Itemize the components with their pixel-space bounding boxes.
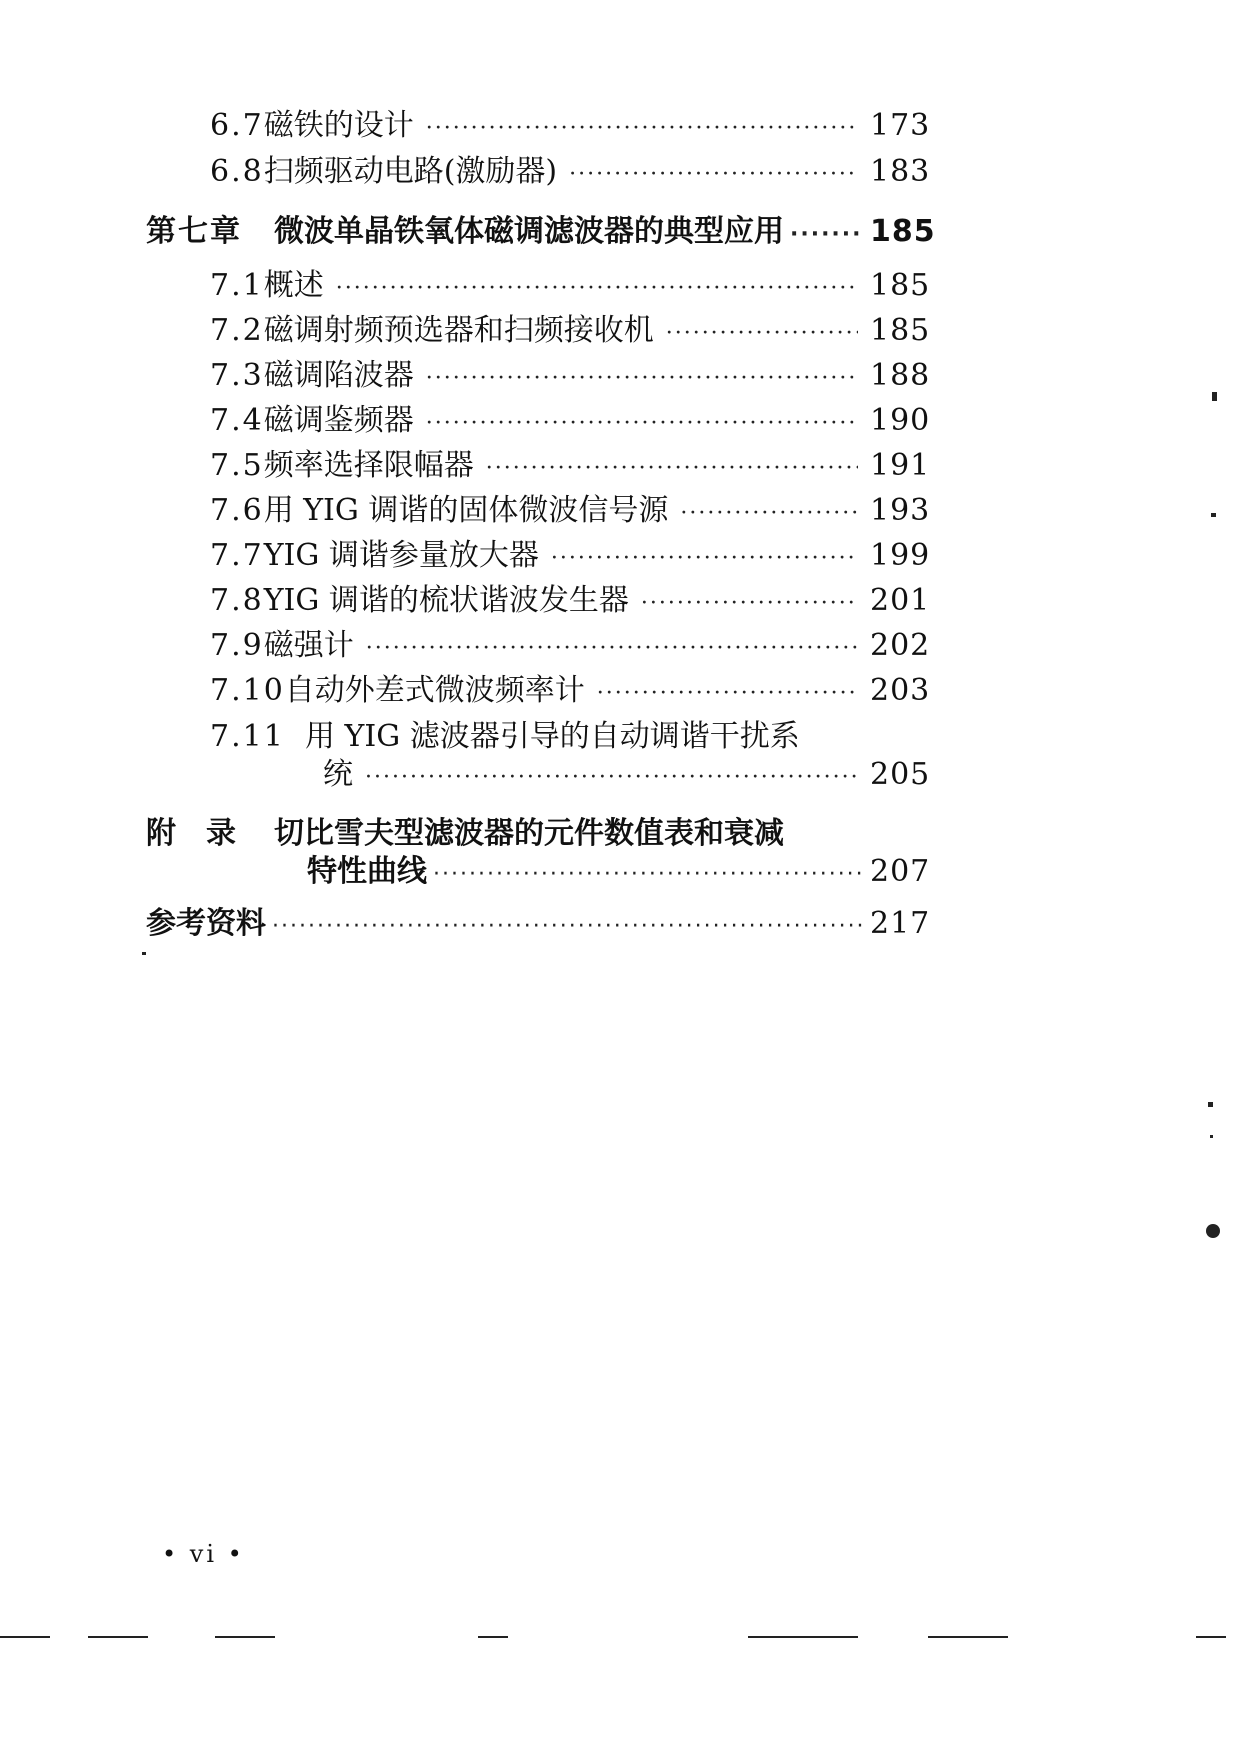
scan-line xyxy=(215,1636,275,1638)
page-number: 201 xyxy=(870,583,931,618)
leader-dots xyxy=(551,539,858,579)
section-number: 7.8 xyxy=(210,583,264,618)
page-number: 191 xyxy=(870,448,931,483)
page-number: 185 xyxy=(870,313,931,348)
page-number: 173 xyxy=(870,108,931,143)
toc-entry-7-10[interactable] xyxy=(210,671,930,714)
section-title: 磁调射频预选器和扫频接收机 xyxy=(263,313,654,348)
scan-speck xyxy=(1210,1135,1213,1138)
leader-dots xyxy=(272,907,864,947)
toc-entry-7-2[interactable] xyxy=(210,311,930,354)
leader-dots xyxy=(641,584,858,624)
scan-dot xyxy=(1206,1224,1220,1238)
scan-line xyxy=(1196,1636,1226,1638)
toc-entry-7-9[interactable] xyxy=(210,626,930,669)
page-number: 193 xyxy=(870,493,931,528)
section-title: 扫频驱动电路(激励器) xyxy=(263,154,558,189)
leader-dots xyxy=(597,674,858,714)
scan-speck xyxy=(1211,513,1216,517)
leader-dots xyxy=(680,494,858,534)
toc-entry-7-8[interactable] xyxy=(210,581,930,624)
toc-entry-7-7[interactable] xyxy=(210,536,930,579)
leader-dots xyxy=(433,855,864,895)
section-number: 7.9 xyxy=(210,628,264,663)
references-title: 参考资料 xyxy=(146,906,266,941)
section-number: 7.11 xyxy=(210,719,285,754)
section-title: 用 YIG 滤波器引导的自动调谐干扰系 xyxy=(305,719,800,754)
leader-dots xyxy=(790,215,864,255)
page-number: 199 xyxy=(870,538,931,573)
appendix-label: 附 录 xyxy=(146,816,236,851)
leader-dots xyxy=(426,109,858,149)
section-title: 磁调陷波器 xyxy=(263,358,414,393)
scan-line xyxy=(0,1636,50,1638)
scan-line xyxy=(88,1636,148,1638)
toc-entry-6-7[interactable] xyxy=(210,106,930,149)
leader-dots xyxy=(666,314,858,354)
scan-speck xyxy=(1212,392,1217,401)
page-number: 185 xyxy=(870,214,936,249)
section-title: 概述 xyxy=(263,268,324,303)
leader-dots xyxy=(426,359,858,399)
page-number: 185 xyxy=(870,268,931,303)
appendix-title: 切比雪夫型滤波器的元件数值表和衰减 xyxy=(274,816,784,851)
section-number: 7.7 xyxy=(210,538,264,573)
leader-dots xyxy=(569,155,858,195)
leader-dots xyxy=(426,404,858,444)
leader-dots xyxy=(366,629,858,669)
toc-entry-7-5[interactable] xyxy=(210,446,930,489)
page-number: 202 xyxy=(870,628,931,663)
page-number: 183 xyxy=(870,154,931,189)
page-number: 217 xyxy=(870,906,931,941)
section-number: 7.6 xyxy=(210,493,264,528)
appendix-title-continued: 特性曲线 xyxy=(307,854,427,889)
page-folio: • vi • xyxy=(162,1540,245,1568)
page-number: 205 xyxy=(870,757,931,792)
toc-entry-7-11-line2[interactable] xyxy=(323,755,930,798)
toc-entry-appendix-line2[interactable] xyxy=(307,852,930,895)
section-title: 频率选择限幅器 xyxy=(263,448,474,483)
toc-entry-7-4[interactable] xyxy=(210,401,930,444)
toc-entry-appendix-line1[interactable] xyxy=(146,814,784,854)
toc-entry-6-8[interactable] xyxy=(210,152,930,195)
toc-entry-chapter-7[interactable] xyxy=(146,212,936,255)
scan-speck xyxy=(142,952,146,955)
leader-dots xyxy=(365,758,858,798)
page-number: 188 xyxy=(870,358,931,393)
section-number: 7.3 xyxy=(210,358,264,393)
toc-entry-7-3[interactable] xyxy=(210,356,930,399)
section-number: 7.2 xyxy=(210,313,264,348)
section-number: 7.4 xyxy=(210,403,264,438)
section-number: 7.10 xyxy=(210,673,285,708)
page-number: 207 xyxy=(870,854,931,889)
leader-dots xyxy=(336,269,858,309)
scan-line xyxy=(928,1636,1008,1638)
section-title: YIG 调谐参量放大器 xyxy=(263,538,539,573)
toc-entry-7-6[interactable] xyxy=(210,491,930,534)
section-title: 用 YIG 调谐的固体微波信号源 xyxy=(263,493,669,528)
page-number: 203 xyxy=(870,673,931,708)
page-number: 190 xyxy=(870,403,931,438)
section-title: 磁调鉴频器 xyxy=(263,403,414,438)
toc-entry-references[interactable] xyxy=(146,904,930,947)
toc-entry-7-1[interactable] xyxy=(210,266,930,309)
chapter-title: 微波单晶铁氧体磁调滤波器的典型应用 xyxy=(274,214,784,249)
scan-speck xyxy=(1208,1102,1213,1107)
section-number: 7.5 xyxy=(210,448,264,483)
section-title: 自动外差式微波频率计 xyxy=(284,673,585,708)
scan-line xyxy=(748,1636,858,1638)
leader-dots xyxy=(486,449,858,489)
section-title-continued: 统 xyxy=(323,757,353,792)
section-title: 磁强计 xyxy=(263,628,354,663)
section-number: 6.8 xyxy=(210,154,264,189)
section-title: YIG 调谐的梳状谐波发生器 xyxy=(263,583,629,618)
toc-entry-7-11-line1[interactable] xyxy=(210,717,930,757)
chapter-label: 第七章 xyxy=(146,214,242,249)
section-title: 磁铁的设计 xyxy=(263,108,414,143)
scan-line xyxy=(478,1636,508,1638)
section-number: 6.7 xyxy=(210,108,264,143)
section-number: 7.1 xyxy=(210,268,264,303)
